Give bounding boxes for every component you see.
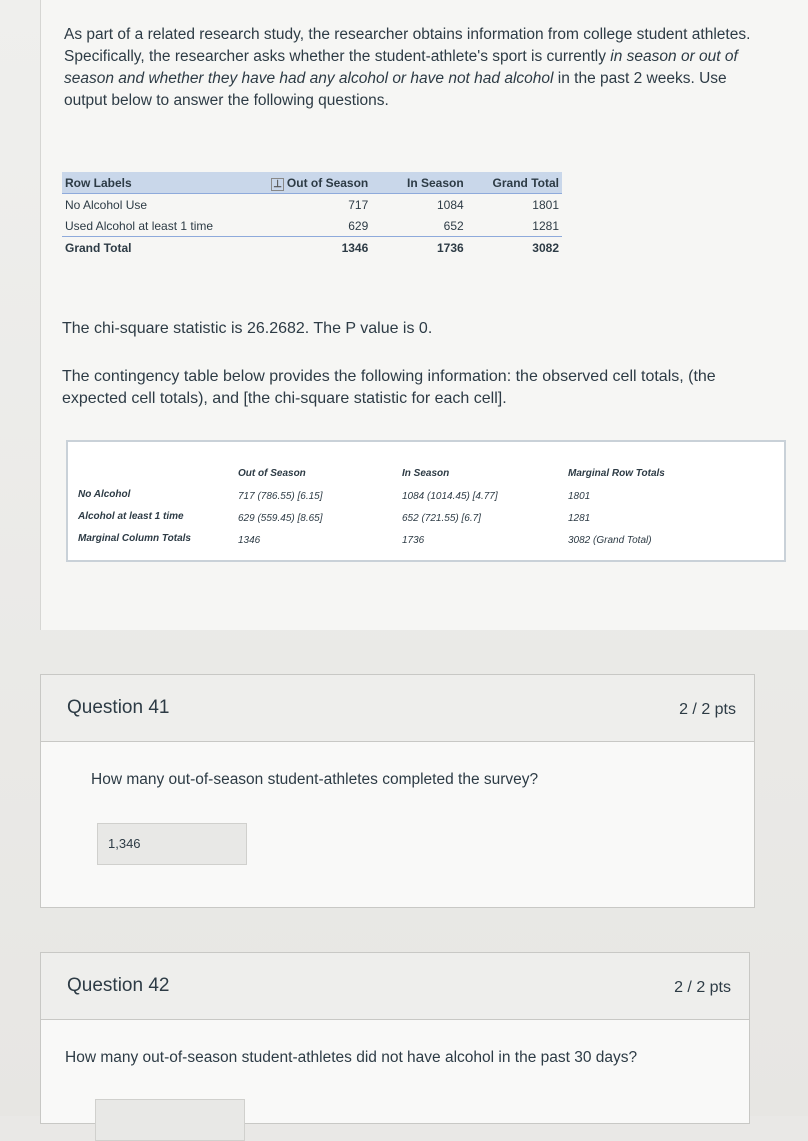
cell-r3-out: 1346 xyxy=(238,535,261,546)
question-42-points: 2 / 2 pts xyxy=(674,979,731,996)
cell-r1-in: 1084 (1014.45) [4.77] xyxy=(402,491,498,502)
pivot-cell: 1736 xyxy=(371,237,466,259)
pivot-header-out-label: Out of Season xyxy=(286,175,369,190)
intro-text-1: As part of a related research study, the researcher obtains information from college student athletes. Specifically, the researcher asks whether the student-athlete's sport is currently xyxy=(64,26,751,65)
question-41-text: How many out-of-season student-athletes completed the survey? xyxy=(91,771,539,788)
row-label-alcohol: Alcohol at least 1 time xyxy=(78,511,184,522)
pivot-row xyxy=(62,215,562,237)
pivot-header-out-of-season[interactable] xyxy=(236,172,371,194)
pivot-cell: 717 xyxy=(348,197,369,212)
pivot-cell: 1084 xyxy=(436,197,464,212)
row-label-marginal-column-totals: Marginal Column Totals xyxy=(78,533,191,544)
pivot-header-row-labels: Row Labels xyxy=(62,172,236,194)
cell-r1-marg: 1801 xyxy=(568,491,591,502)
pivot-table xyxy=(62,172,562,258)
cell-r3-marg: 3082 (Grand Total) xyxy=(568,535,652,546)
pivot-cell: 629 xyxy=(348,218,369,233)
cell-r2-marg: 1281 xyxy=(568,513,591,524)
pivot-cell: 1801 xyxy=(532,197,559,212)
question-42-card xyxy=(40,952,750,1124)
pivot-cell: 652 xyxy=(443,218,464,233)
pivot-row-label: Grand Total xyxy=(62,237,236,259)
pivot-cell: 3082 xyxy=(467,237,562,259)
pivot-cell: 1346 xyxy=(236,237,371,259)
cell-r3-in: 1736 xyxy=(402,535,425,546)
pivot-cell: 1281 xyxy=(532,218,559,233)
contingency-intro: The contingency table below provides the following information: the observed cell totals, (the expected cell totals), and [the chi-square statistic for each cell]. xyxy=(62,368,716,407)
chi-square-statement: The chi-square statistic is 26.2682. The P value is 0. xyxy=(62,320,433,337)
pivot-header-in-season: In Season xyxy=(371,172,466,194)
pivot-row-label: No Alcohol Use xyxy=(65,197,148,212)
pivot-header-grand-total: Grand Total xyxy=(467,172,562,194)
cell-r2-in: 652 (721.55) [6.7] xyxy=(402,513,481,524)
intro-text-2: in the past 2 weeks. Use output below to answer the following questions. xyxy=(64,70,727,109)
pivot-row xyxy=(62,194,562,216)
question-42-header xyxy=(41,953,749,1020)
question-42-answer[interactable] xyxy=(95,1099,245,1141)
intro-paragraph xyxy=(64,24,754,112)
col-header-out-of-season: Out of Season xyxy=(238,468,306,479)
cell-r1-out: 717 (786.55) [6.15] xyxy=(238,491,323,502)
question-41-card xyxy=(40,674,755,908)
question-42-title: Question 42 xyxy=(67,975,170,996)
pivot-grand-total-row xyxy=(62,237,562,259)
intro-text-italic: in season or out of season and whether they have had any alcohol or have not had alcohol xyxy=(64,48,738,87)
question-41-points: 2 / 2 pts xyxy=(679,701,736,718)
col-header-marginal-row-totals: Marginal Row Totals xyxy=(568,468,665,479)
col-header-in-season: In Season xyxy=(402,468,450,479)
question-41-answer[interactable]: 1,346 xyxy=(97,823,247,865)
question-41-header xyxy=(41,675,754,742)
filter-icon[interactable]: ⊥ xyxy=(273,178,282,190)
question-41-title: Question 41 xyxy=(67,697,170,718)
contingency-table xyxy=(66,440,786,562)
cell-r2-out: 629 (559.45) [8.65] xyxy=(238,513,323,524)
row-label-no-alcohol: No Alcohol xyxy=(78,489,131,500)
question-42-text: How many out-of-season student-athletes did not have alcohol in the past 30 days? xyxy=(65,1049,638,1066)
pivot-header-row xyxy=(62,172,562,194)
pivot-row-label: Used Alcohol at least 1 time xyxy=(65,218,214,233)
